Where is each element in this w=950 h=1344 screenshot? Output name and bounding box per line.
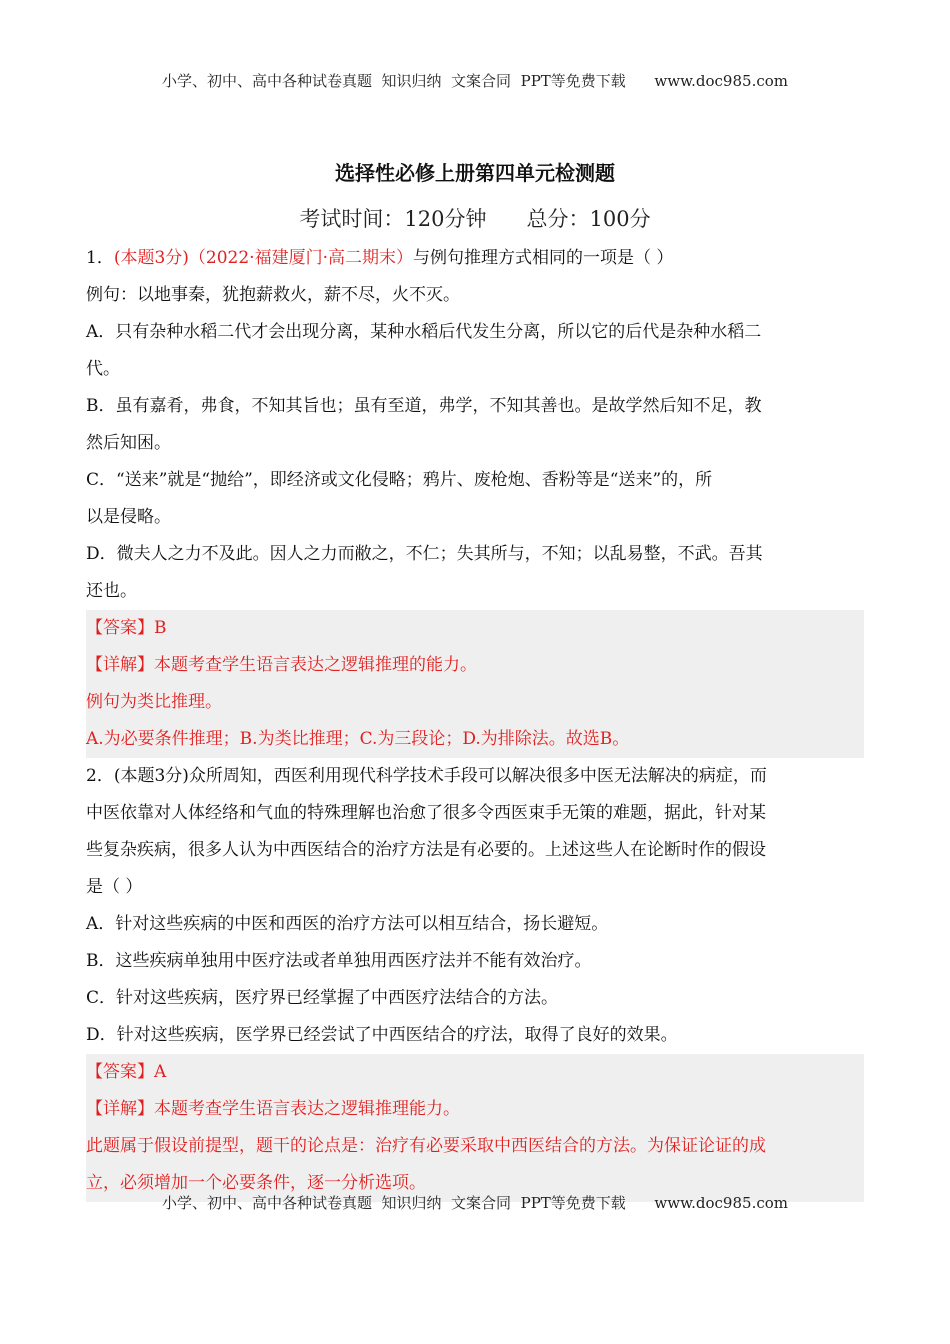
score-source: (本题3分)（2022·福建厦门·高二期末）: [113, 248, 413, 268]
question-stem-cont: 是（ ）: [86, 877, 143, 897]
questions: [86, 240, 864, 1202]
page-header: 小学、初中、高中各种试卷真题 知识归纳 文案合同 PPT等免费下载 www.doc985.com: [161, 72, 788, 90]
exam-info: 考试时间：120分钟 总分：100分: [299, 207, 651, 231]
option-d: D．针对这些疾病，医学界已经尝试了中西医结合的疗法，取得了良好的效果。: [86, 1025, 678, 1045]
option-b-cont: 然后知困。: [86, 433, 171, 453]
option-d-cont: 还也。: [86, 581, 137, 601]
option-a: A．只有杂种水稻二代才会出现分离，某种水稻后代发生分离，所以它的后代是杂种水稻二: [86, 322, 762, 342]
option-c: C．“送来”就是“抛给”，即经济或文化侵略；鸦片、废枪炮、香粉等是“送来”的，所: [86, 470, 713, 490]
detail: 【详解】本题考查学生语言表达之逻辑推理能力。: [86, 1099, 460, 1119]
option-a: A．针对这些疾病的中医和西医的治疗方法可以相互结合，扬长避短。: [86, 914, 609, 934]
option-a-cont: 代。: [86, 359, 120, 379]
page-footer: 小学、初中、高中各种试卷真题 知识归纳 文案合同 PPT等免费下载 www.doc985.com: [161, 1194, 788, 1212]
question-stem: [86, 240, 864, 277]
question-stem: 2．(本题3分)众所周知，西医利用现代科学技术手段可以解决很多中医无法解决的病症，而: [86, 766, 767, 786]
question-stem-cont: 中医依靠对人体经络和气血的特殊理解也治愈了很多令西医束手无策的难题，据此，针对某: [86, 803, 766, 823]
stem-text: 与例句推理方式相同的一项是（ ）: [412, 248, 674, 268]
example-sentence: 例句：以地事秦，犹抱薪救火，薪不尽，火不灭。: [86, 285, 460, 305]
explanation: 例句为类比推理。: [86, 692, 222, 712]
option-d: D．微夫人之力不及此。因人之力而敝之，不仁；失其所与，不知；以乱易整，不武。吾其: [86, 544, 763, 564]
explanation: 此题属于假设前提型，题干的论点是：治疗有必要采取中西医结合的方法。为保证论证的成: [86, 1136, 766, 1156]
option-b: B．这些疾病单独用中医疗法或者单独用西医疗法并不能有效治疗。: [86, 951, 592, 971]
question-1: [86, 240, 864, 758]
answer-block: [86, 1054, 864, 1202]
answer: 【答案】A: [86, 1062, 167, 1082]
detail: 【详解】本题考查学生语言表达之逻辑推理的能力。: [86, 655, 477, 675]
answer-block: [86, 610, 864, 758]
explanation-cont: A.为必要条件推理；B.为类比推理；C.为三段论；D.为排除法。故选B。: [86, 729, 630, 749]
document-title: 选择性必修上册第四单元检测题: [335, 161, 615, 185]
option-c-cont: 以是侵略。: [86, 507, 171, 527]
option-c: C．针对这些疾病，医疗界已经掌握了中西医疗法结合的方法。: [86, 988, 559, 1008]
explanation-cont: 立，必须增加一个必要条件，逐一分析选项。: [86, 1173, 426, 1193]
question-number: 1．: [86, 248, 114, 268]
answer: 【答案】B: [86, 618, 167, 638]
question-2: [86, 758, 864, 1202]
option-b: B．虽有嘉肴，弗食，不知其旨也；虽有至道，弗学，不知其善也。是故学然后知不足，教: [86, 396, 762, 416]
question-stem-cont: 些复杂疾病，很多人认为中西医结合的治疗方法是有必要的。上述这些人在论断时作的假设: [86, 840, 766, 860]
